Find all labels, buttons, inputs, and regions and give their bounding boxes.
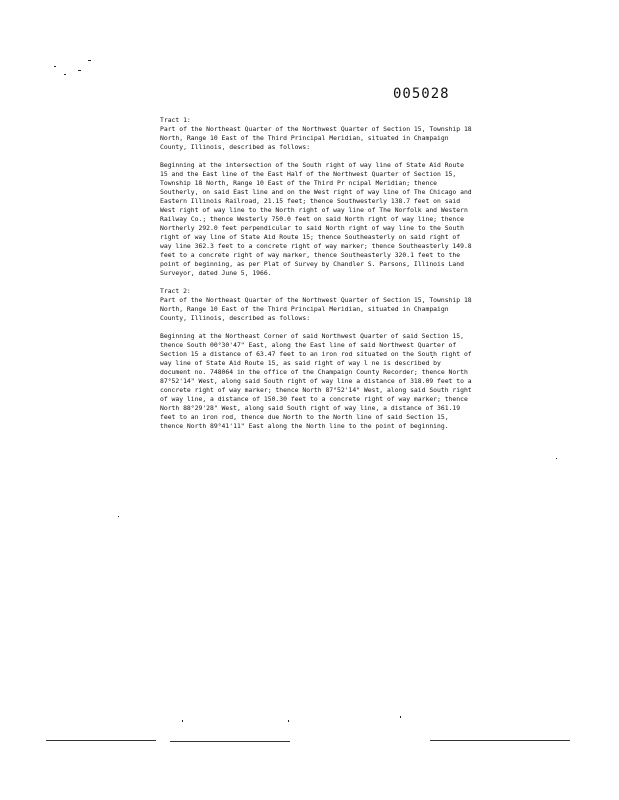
tract-2-description-line: County, Illinois, described as follows: [160,314,311,322]
scan-speck [556,458,557,459]
tract-1-legal-line: 15 and the East line of the East Half of the Northwest Quarter of Section 15, [160,170,457,178]
tract-1-legal-line: Township 18 North, Range 10 East of the Third Pr ncipal Meridian; thence [160,179,438,187]
tract-2-legal-line: thence South 00°30'47" East, along the East line of said Northwest Quarter of [160,341,457,349]
bottom-rule-left [46,740,156,741]
tract-2-legal-line: 87°52'14" West, along said South right of way line a distance of 318.09 feet to a [160,377,472,385]
scan-speck [54,66,56,67]
tract-1-heading: Tract 1: [160,116,191,124]
tract-2-legal-line: feet to an iron rod, thence due North to the North line of said Section 15, [160,413,449,421]
tract-2-legal-line: Beginning at the Northeast Corner of said Northwest Quarter of said Section 15, [160,332,464,340]
bottom-rule-mid [170,741,290,742]
scan-speck [400,716,401,718]
tract-2-legal-line: concrete right of way marker; thence North 87°52'14" West, along said South right [160,386,472,394]
tract-1-legal-line: Railway Co.; thence Westerly 750.0 feet on said North right of way line; thence [160,215,464,223]
bottom-rule-right [430,740,570,741]
document-body [160,116,560,431]
tract-1-legal-line: feet to a concrete right of way marker, thence Southeasterly 320.1 feet to the [160,251,461,259]
tract-2-description-line: Part of the Northeast Quarter of the Northwest Quarter of Section 15, Township 18 [160,296,472,304]
tract-1-legal-line: right of way line of State Aid Route 15; thence Southeasterly on said right of [160,233,461,241]
tract-1-legal-line: Beginning at the intersection of the South right of way line of State Aid Route [160,161,464,169]
paragraph-gap [160,278,560,287]
scan-speck [78,70,81,71]
tract-2-legal-line: thence North 89°41'11" East along the North line to the point of beginning. [160,422,449,430]
tract-2-heading: Tract 2: [160,287,191,295]
tract-2-description-line: North, Range 10 East of the Third Principal Meridian, situated in Champaign [160,305,449,313]
tract-1-description-line: North, Range 10 East of the Third Principal Meridian, situated in Champaign [160,134,449,142]
tract-1-legal-line: point of beginning, as per Plat of Survey by Chandler S. Parsons, Illinois Land [160,260,464,268]
paragraph-gap [160,152,560,161]
tract-1-description-line: County, Illinois, described as follows: [160,143,311,151]
tract-1-legal-line: Northerly 292.0 feet perpendicular to said North right of way line to the South [160,224,464,232]
paragraph-gap [160,323,560,332]
scan-speck [88,60,91,61]
tract-1-legal-line: way line 362.3 feet to a concrete right of way marker; thence Southeasterly 149.8 [160,242,472,250]
scan-speck [182,720,183,722]
document-number: 005028 [393,86,450,102]
tract-2-legal-line: Section 15 a distance of 63.47 feet to an iron rod situated on the South right of [160,350,472,358]
tract-1-description-line: Part of the Northeast Quarter of the Northwest Quarter of Section 15, Township 18 [160,125,472,133]
scan-speck [118,516,119,517]
tract-2-legal-line: of way line, a distance of 150.30 feet to a concrete right of way marker; thence [160,395,468,403]
tract-2-legal-line: North 88°29'28" West, along said South right of way line, a distance of 361.19 [160,404,461,412]
tract-2-legal-line: way line of State Aid Route 15, as said right of way l ne is described by [160,359,441,367]
scan-speck [288,720,289,722]
tract-1-legal-line: West right of way line to the North right of way line of The Norfolk and Western [160,206,468,214]
tract-1-legal-line: Southerly, on said East line and on the West right of way line of The Chicago and [160,188,472,196]
tract-1-legal-line: Surveyor, dated June 5, 1966. [160,269,272,277]
tract-2-legal-line: document no. 748064 in the office of the Champaign County Recorder; thence North [160,368,468,376]
scan-speck [64,74,66,75]
tract-1-legal-line: Eastern Illinois Railroad, 21.15 feet; thence Southwesterly 138.7 feet on said [160,197,461,205]
